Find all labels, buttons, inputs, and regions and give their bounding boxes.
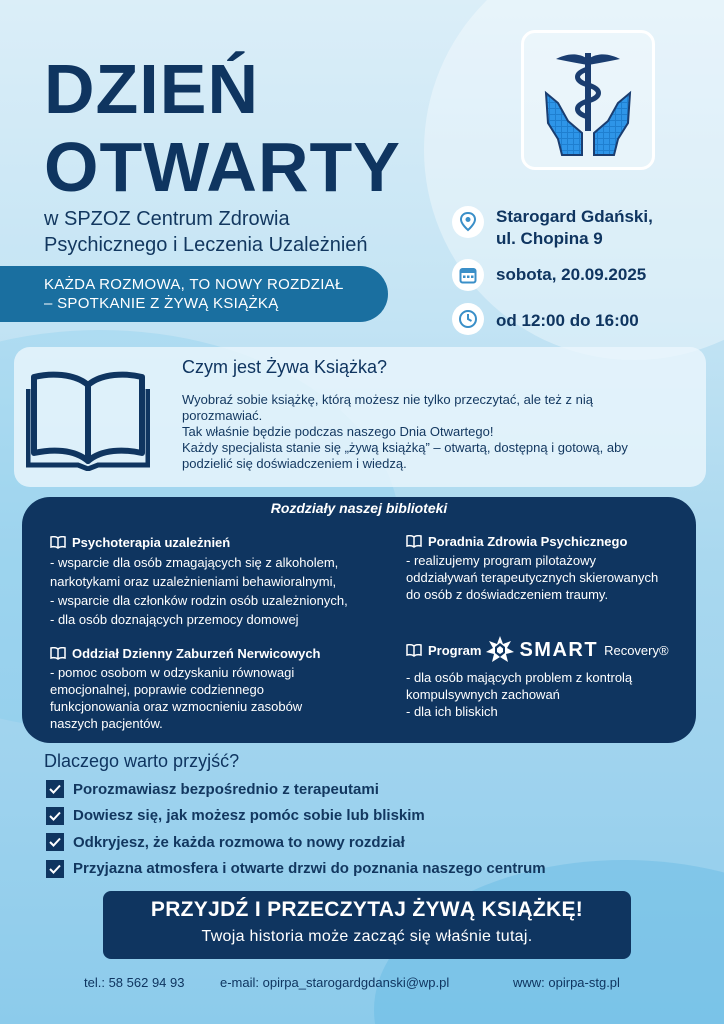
chapter-item: naszych pacjentów.: [50, 716, 163, 731]
why-item-text: Odkryjesz, że każda rozmowa to nowy rozdział: [73, 833, 405, 851]
footer-www: www: opirpa-stg.pl: [513, 975, 620, 990]
why-item: [46, 856, 546, 883]
clock-icon: [452, 303, 484, 335]
open-book-icon: [26, 367, 150, 471]
smart-star-icon: [485, 635, 515, 665]
smart-word: SMART: [519, 638, 599, 661]
footer-email: e-mail: opirpa_starogardgdanski@wp.pl: [220, 975, 450, 990]
checkbox-check-icon: [46, 780, 64, 798]
footer-phone: tel.: 58 562 94 93: [84, 975, 185, 990]
address-line2: ul. Chopina 9: [496, 229, 603, 248]
calendar-icon: [452, 259, 484, 291]
why-item: [46, 829, 546, 856]
book-icon: [50, 647, 66, 660]
motto-banner: [0, 266, 388, 322]
chapter-item: kompulsywnych zachowań: [406, 687, 560, 702]
living-book-description: [182, 392, 687, 472]
why-item-text: Porozmawiasz bezpośrednio z terapeutami: [73, 780, 379, 798]
chapter-head: Poradnia Zdrowia Psychicznego: [428, 534, 628, 549]
why-item: [46, 803, 546, 830]
logo-frame: [521, 30, 655, 170]
caduceus-hands-logo: [538, 43, 638, 159]
chapter-item: narkotykami oraz uzależnieniami behawioralnymi,: [50, 574, 337, 589]
chapter-item: - dla osób mających problem z kontrolą: [406, 670, 633, 685]
chapter-item: oddziaływań terapeutycznych skierowanych: [406, 570, 659, 585]
cta-sub: Twoja historia może zacząć się właśnie tutaj.: [201, 928, 533, 945]
chapter-head: Program: [428, 642, 482, 658]
address-line1: Starogard Gdański,: [496, 207, 653, 226]
book-icon: [406, 535, 422, 548]
location-pin-icon: [452, 206, 484, 238]
why-list: [46, 776, 546, 882]
info-date: [452, 259, 646, 291]
info-time: [452, 303, 639, 335]
chapter-item: - dla ich bliskich: [406, 704, 498, 719]
why-title: Dlaczego warto przyjść?: [44, 751, 240, 771]
checkbox-check-icon: [46, 807, 64, 825]
desc-line2: porozmawiać.: [182, 408, 263, 423]
desc-line3: Tak właśnie będzie podczas naszego Dnia Otwartego!: [182, 424, 494, 439]
chapter-item: - realizujemy program pilotażowy: [406, 553, 597, 568]
checkbox-check-icon: [46, 833, 64, 851]
cta-banner: [103, 891, 631, 959]
poster-title: [44, 50, 401, 206]
living-book-card: [14, 347, 706, 487]
date-text: sobota, 20.09.2025: [496, 265, 647, 284]
living-book-title: Czym jest Żywa Książka?: [182, 357, 388, 377]
motto-line2: – SPOTKANIE Z ŻYWĄ KSIĄŻKĄ: [44, 295, 279, 312]
smart-recovery-logo: [485, 635, 668, 665]
chapter-item: do osób z doświadczeniem traumy.: [406, 587, 609, 602]
chapter-poradnia: [406, 533, 696, 603]
book-icon: [406, 644, 422, 657]
desc-line4: Każdy specjalista stanie się „żywą książką” – otwartą, dostępną i gotową, aby: [182, 440, 628, 455]
motto-line1: KAŻDA ROZMOWA, TO NOWY ROZDZIAŁ: [44, 276, 344, 293]
why-item: [46, 776, 546, 803]
chapter-item: - wsparcie dla osób zmagających się z alkoholem,: [50, 555, 339, 570]
chapter-item: - dla osób doznających przemocy domowej: [50, 612, 299, 627]
why-item-text: Dowiesz się, jak możesz pomóc sobie lub bliskim: [73, 807, 425, 825]
chapters-panel: [22, 497, 696, 743]
chapter-item: emocjonalnej, poprawie codziennego: [50, 682, 264, 697]
title-line2: OTWARTY: [44, 128, 401, 206]
checkbox-check-icon: [46, 860, 64, 878]
chapter-item: - pomoc osobom w odzyskaniu równowagi: [50, 665, 295, 680]
subtitle-line2: Psychicznego i Leczenia Uzależnień: [44, 234, 368, 256]
chapter-head: Psychoterapia uzależnień: [72, 535, 231, 550]
why-item-text: Przyjazna atmosfera i otwarte drzwi do poznania naszego centrum: [73, 860, 546, 878]
desc-line5: podzielić się doświadczeniem i wiedzą.: [182, 456, 407, 471]
chapter-psychoterapia: [50, 533, 400, 629]
info-address: [452, 206, 653, 250]
time-text: od 12:00 do 16:00: [496, 311, 639, 330]
chapter-item: - wsparcie dla członków rodzin osób uzależnionych,: [50, 593, 348, 608]
chapter-item: funkcjonowania oraz wzmocnieniu zasobów: [50, 699, 303, 714]
desc-line1: Wyobraź sobie książkę, którą możesz nie tylko przeczytać, ale też z nią: [182, 392, 593, 407]
chapter-oddzial: [50, 645, 400, 732]
chapters-title: Rozdziały naszej biblioteki: [270, 500, 448, 516]
subtitle: [44, 206, 368, 258]
book-icon: [50, 536, 66, 549]
chapter-head: Oddział Dzienny Zaburzeń Nerwicowych: [72, 646, 321, 661]
chapter-program: [406, 635, 696, 720]
cta-main: PRZYJDŹ I PRZECZYTAJ ŻYWĄ KSIĄŻKĘ!: [150, 898, 584, 921]
subtitle-line1: w SPZOZ Centrum Zdrowia: [44, 208, 290, 230]
title-line1: DZIEŃ: [44, 50, 259, 128]
recovery-word: Recovery®: [604, 642, 669, 658]
